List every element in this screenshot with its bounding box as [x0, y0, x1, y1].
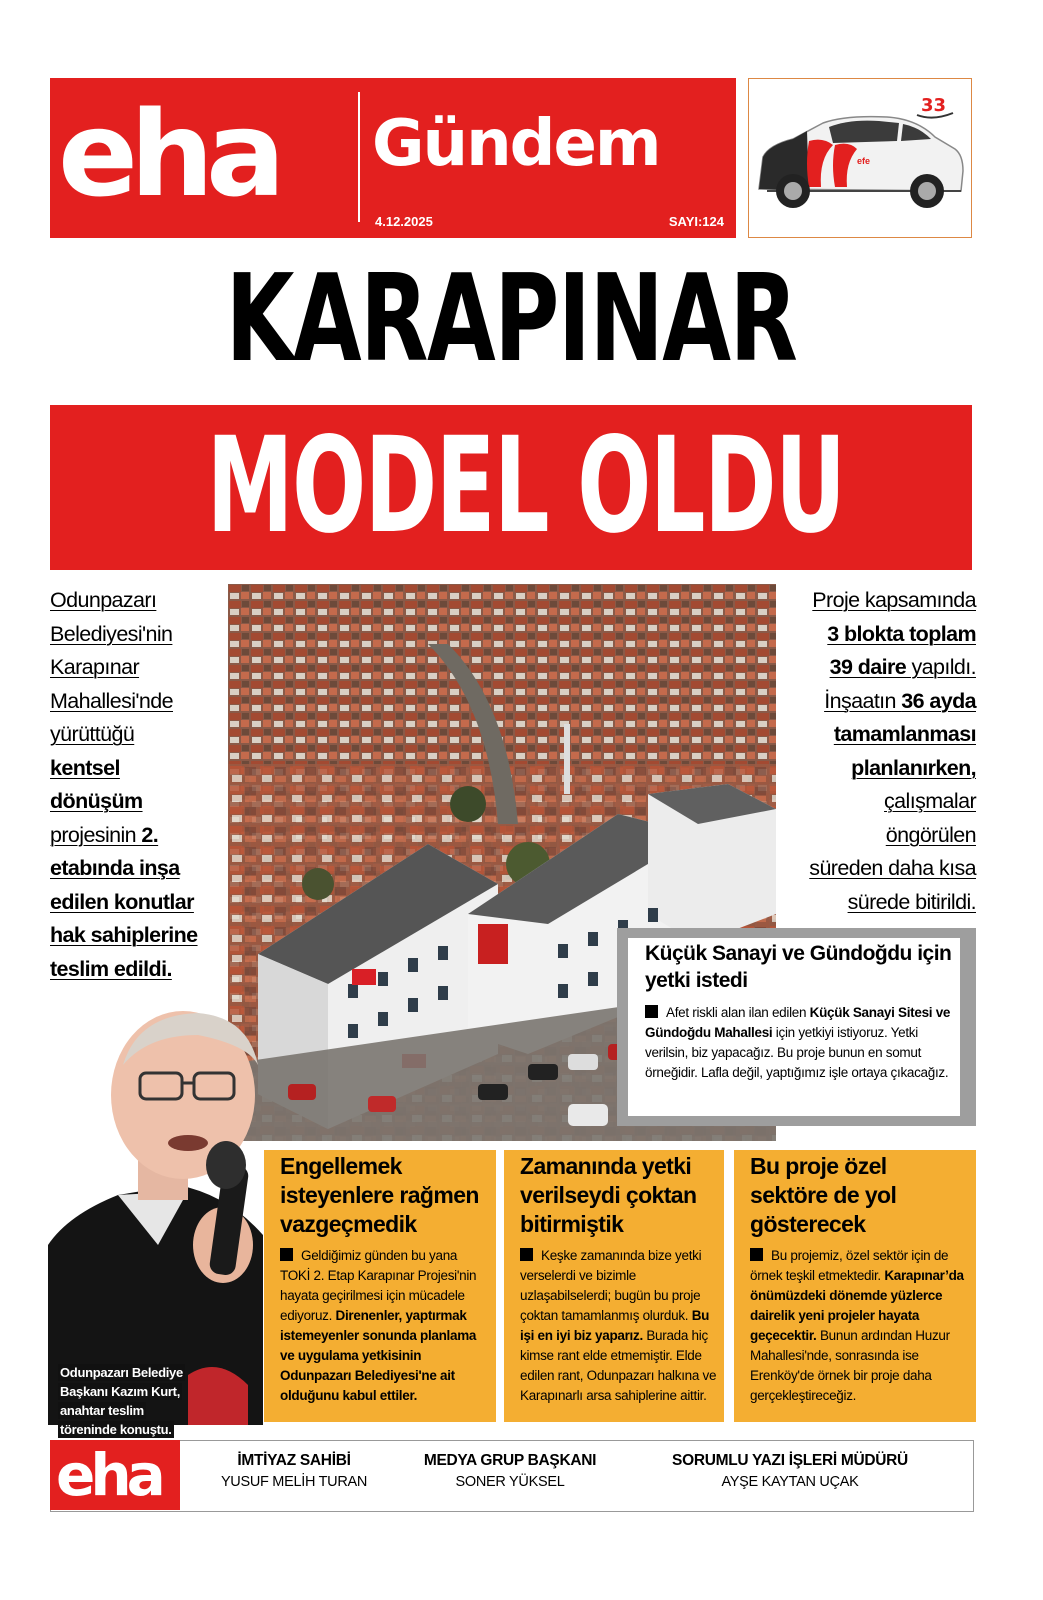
quote-text — [750, 1246, 970, 1406]
sidebar-title: Küçük Sanayi ve Gündoğdu için yetki istedi — [645, 942, 952, 992]
sidebar-text-part: için yetkiyi istiyoruz. Yetki verilsin, biz yapacağız. Bu proje bunun en somut örneğidir. Lafla değil, yaptığımız işle ortaya çıkacağız. — [645, 1025, 949, 1080]
lead-right — [778, 584, 976, 919]
footer-editor — [640, 1452, 940, 1490]
quote-text-part: Burada hiç kimse rant elde etmemiştir. Elde edilen rant, Odunpazarı halkına ve Karapınarlı arsa sahiplerine aittir. — [520, 1328, 717, 1403]
masthead — [50, 78, 736, 238]
lead-left-line: projesinin 2. — [50, 822, 159, 847]
quote-text-part: Bu projemiz, özel sektör için de örnek teşkil etmektedir. — [750, 1248, 949, 1283]
lead-left-line: Mahallesi'nde — [50, 688, 173, 713]
lead-right-line: 36 ayda — [901, 688, 976, 713]
footer-eha-logo[interactable]: eha — [56, 1441, 161, 1509]
lead-right-line: çalışmalar — [884, 789, 976, 813]
lead-right-line: öngörülen — [885, 822, 976, 847]
advertisement[interactable] — [748, 78, 972, 238]
footer-name: AYŞE KAYTAN UÇAK — [721, 1474, 859, 1490]
lead-left-line: edilen konutlar — [50, 889, 194, 914]
lead-right-line: süreden daha kısa — [809, 856, 976, 880]
footer-title: İMTİYAZ SAHİBİ — [237, 1452, 351, 1469]
lead-right-line: 3 blokta toplam — [827, 621, 976, 646]
lead-right-line: tamamlanması — [833, 722, 976, 746]
footer-name: YUSUF MELİH TURAN — [220, 1474, 368, 1490]
footer-name: SONER YÜKSEL — [455, 1474, 565, 1490]
quote-text-bold: Karapınar’da önümüzdeki dönemde yüzlerce dairelik yeni projeler hayata geçecektir. — [750, 1268, 964, 1343]
footer-owner — [206, 1452, 382, 1490]
lead-left-line: Karapınar — [50, 655, 140, 679]
quote-text — [520, 1246, 718, 1406]
quote-text-part: Geldiğimiz günden bu yana TOKİ 2. Etap Karapınar Projesi'nin hayata geçirilmesi için mücadele ediyoruz. — [280, 1248, 477, 1323]
footer-media-head — [412, 1452, 608, 1490]
quote-box-2 — [504, 1150, 724, 1422]
bullet-square-icon — [280, 1248, 293, 1261]
sidebar-text-part: Afet riskli alan ilan edilen — [666, 1005, 810, 1020]
sidebar-text — [645, 1003, 963, 1083]
lead-left-line: Odunpazarı — [50, 588, 157, 612]
portrait-caption-text: Odunpazarı Belediye Başkanı Kazım Kurt, anahtar teslim töreninde konuştu. — [60, 1365, 183, 1437]
eha-logo: eha — [58, 85, 278, 223]
quote-box-1 — [264, 1150, 496, 1422]
issue-number: SAYI:124 — [668, 214, 724, 229]
footer-title: MEDYA GRUP BAŞKANI — [423, 1452, 597, 1469]
section-title: Gündem — [372, 107, 660, 181]
quote-title: Bu proje özel sektöre de yol gösterecek — [750, 1153, 897, 1237]
quote-text-part: Bunun ardından Huzur Mahallesi'nde, sonrasında ise Erenköy'de örnek bir proje daha gerçekleştireceğiz. — [750, 1328, 950, 1403]
issue-date: 4.12.2025 — [375, 214, 433, 229]
quote-text-part: Keşke zamanında bize yetki verselerdi ve bizimle uzlaşabilselerdi; bugün bu proje çoktan tamamlanmış olurduk. — [520, 1248, 702, 1323]
lead-left-line: yürüttüğü — [50, 722, 135, 746]
lead-left-line: dönüşüm — [50, 789, 143, 813]
quote-text-bold: Bu işi en iyi biz yaparız. — [520, 1308, 710, 1343]
quote-title: Zamanında yetki verilseydi çoktan bitirmiştik — [520, 1153, 697, 1237]
sidebar-text-bold: Küçük Sanayi Sitesi ve Gündoğdu Mahallesi — [645, 1005, 951, 1040]
headline-line1: KARAPINAR — [225, 250, 797, 389]
quote-title: Engellemek isteyenlere rağmen vazgeçmedik — [280, 1153, 479, 1237]
portrait-caption — [58, 1363, 198, 1439]
lead-right-line: yapıldı. — [906, 655, 976, 679]
lead-right-line: Proje kapsamında — [812, 588, 976, 612]
lead-left-line: etabında inşa — [50, 856, 180, 880]
lead-left — [50, 584, 228, 986]
lead-left-line: hak sahiplerine — [50, 923, 198, 947]
bullet-square-icon — [520, 1248, 533, 1261]
lead-right-line: 39 daire — [829, 655, 907, 679]
headline-line2: MODEL OLDU — [206, 409, 845, 563]
quote-box-3 — [734, 1150, 976, 1422]
lead-right-line: İnşaatın — [824, 688, 902, 713]
bullet-square-icon — [750, 1248, 763, 1261]
lead-right-line: planlanırken, — [851, 755, 976, 780]
quote-text — [280, 1246, 490, 1406]
car-ad-image — [749, 79, 971, 237]
lead-left-line: Belediyesi'nin — [50, 621, 173, 646]
lead-left-line: teslim edildi. — [50, 956, 172, 981]
masthead-divider — [358, 92, 360, 222]
anniversary-badge: 33 — [921, 95, 947, 116]
footer-title: SORUMLU YAZI İŞLERİ MÜDÜRÜ — [672, 1452, 908, 1469]
car-brand-text: efe — [857, 156, 871, 166]
mayor-portrait — [48, 995, 263, 1425]
lead-left-line: kentsel — [50, 755, 120, 780]
lead-right-line: sürede bitirildi. — [847, 889, 976, 914]
bullet-square-icon — [645, 1005, 658, 1018]
quote-text-bold: Direnenler, yaptırmak istemeyenler sonunda planlama ve uygulama yetkisinin Odunpazarı Belediyesi'ne ait olduğunu kabul ettiler. — [280, 1308, 477, 1403]
